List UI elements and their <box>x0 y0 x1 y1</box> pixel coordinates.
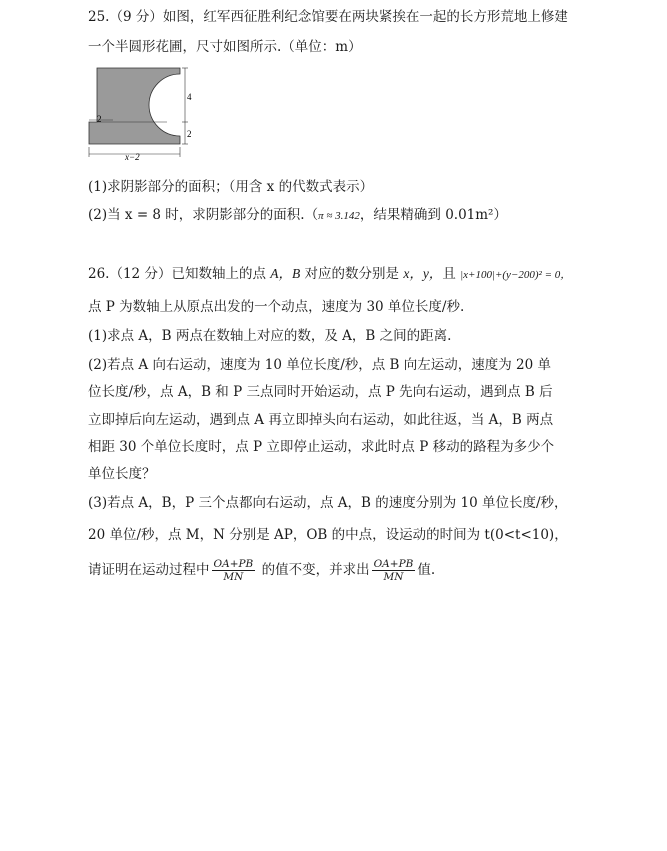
q25-line-2: 一个半圆形花圃，尺寸如图所示.（单位：m） <box>88 39 362 55</box>
q26-line-5: 位长度/秒，点 A，B 和 P 三点同时开始运动，点 P 先向右运动，遇到点 B 后 <box>88 384 553 400</box>
q26-line-3: (1)求点 A，B 两点在数轴上对应的数，及 A，B 之间的距离. <box>88 328 452 344</box>
q26-line-1 <box>88 265 571 284</box>
dim-top-label: 4 <box>187 92 192 102</box>
q26-equation: |x+100|+(y−200)² = 0， <box>460 269 572 281</box>
q26-line-6: 立即掉后向左运动，遇到点 A 再立即掉头向右运动，如此往返，当 A，B 两点 <box>88 412 554 428</box>
q26-l1-c: 且 <box>442 266 461 282</box>
q26-l1-xy: x，y， <box>403 266 443 281</box>
fraction-denominator: MN <box>383 571 404 583</box>
q26-l11-b: 的值不变，并求出 <box>257 562 370 578</box>
q26-line-9: (3)若点 A，B，P 三个点都向右运动，点 A，B 的速度分别为 10 单位长度/秒， <box>88 495 568 511</box>
q26-l11-c: 值. <box>417 562 436 578</box>
q26-l1-a: 26.（12 分）已知数轴上的点 <box>88 266 271 282</box>
ratio-fraction-2 <box>372 558 416 583</box>
q25-part-2-b: ，结果精确到 0.01m²） <box>359 207 507 223</box>
fraction-numerator: OA+PB <box>373 558 414 570</box>
q25-part-2 <box>88 206 507 225</box>
ratio-fraction-1 <box>212 558 256 583</box>
q25-figure <box>85 64 195 164</box>
dim-left-label: 2 <box>97 114 102 124</box>
q26-l1-ab: A，B <box>270 266 301 281</box>
q26-line-11 <box>88 558 435 583</box>
fraction-denominator: MN <box>223 571 244 583</box>
q26-line-7: 相距 30 个单位长度时，点 P 立即停止运动，求此时点 P 移动的路程为多少个 <box>88 439 555 455</box>
q26-l11-a: 请证明在运动过程中 <box>88 562 210 578</box>
q25-part-1: (1)求阴影部分的面积；（用含 x 的代数式表示） <box>88 179 374 195</box>
q25-pi: π ≈ 3.142 <box>318 210 360 222</box>
dim-width-label: x−2 <box>125 152 140 162</box>
q26-line-2: 点 P 为数轴上从原点出发的一个动点，速度为 30 单位长度/秒. <box>88 299 465 315</box>
q26-line-4: (2)若点 A 向右运动，速度为 10 单位长度/秒，点 B 向左运动，速度为 20 单 <box>88 357 552 373</box>
q25-part-2-a: (2)当 x = 8 时，求阴影部分的面积.（ <box>88 207 319 223</box>
q26-line-8: 单位长度？ <box>88 466 156 482</box>
q26-line-10: 20 单位/秒，点 M，N 分别是 AP，OB 的中点，设运动的时间为 t(0<t<10)， <box>88 527 568 543</box>
q25-line-1: 25.（9 分）如图，红军西征胜利纪念馆要在两块紧挨在一起的长方形荒地上修建 <box>88 9 568 25</box>
fraction-numerator: OA+PB <box>213 558 254 570</box>
dim-bottom-label: 2 <box>187 129 192 139</box>
q26-l1-b: 对应的数分别是 <box>300 266 404 282</box>
